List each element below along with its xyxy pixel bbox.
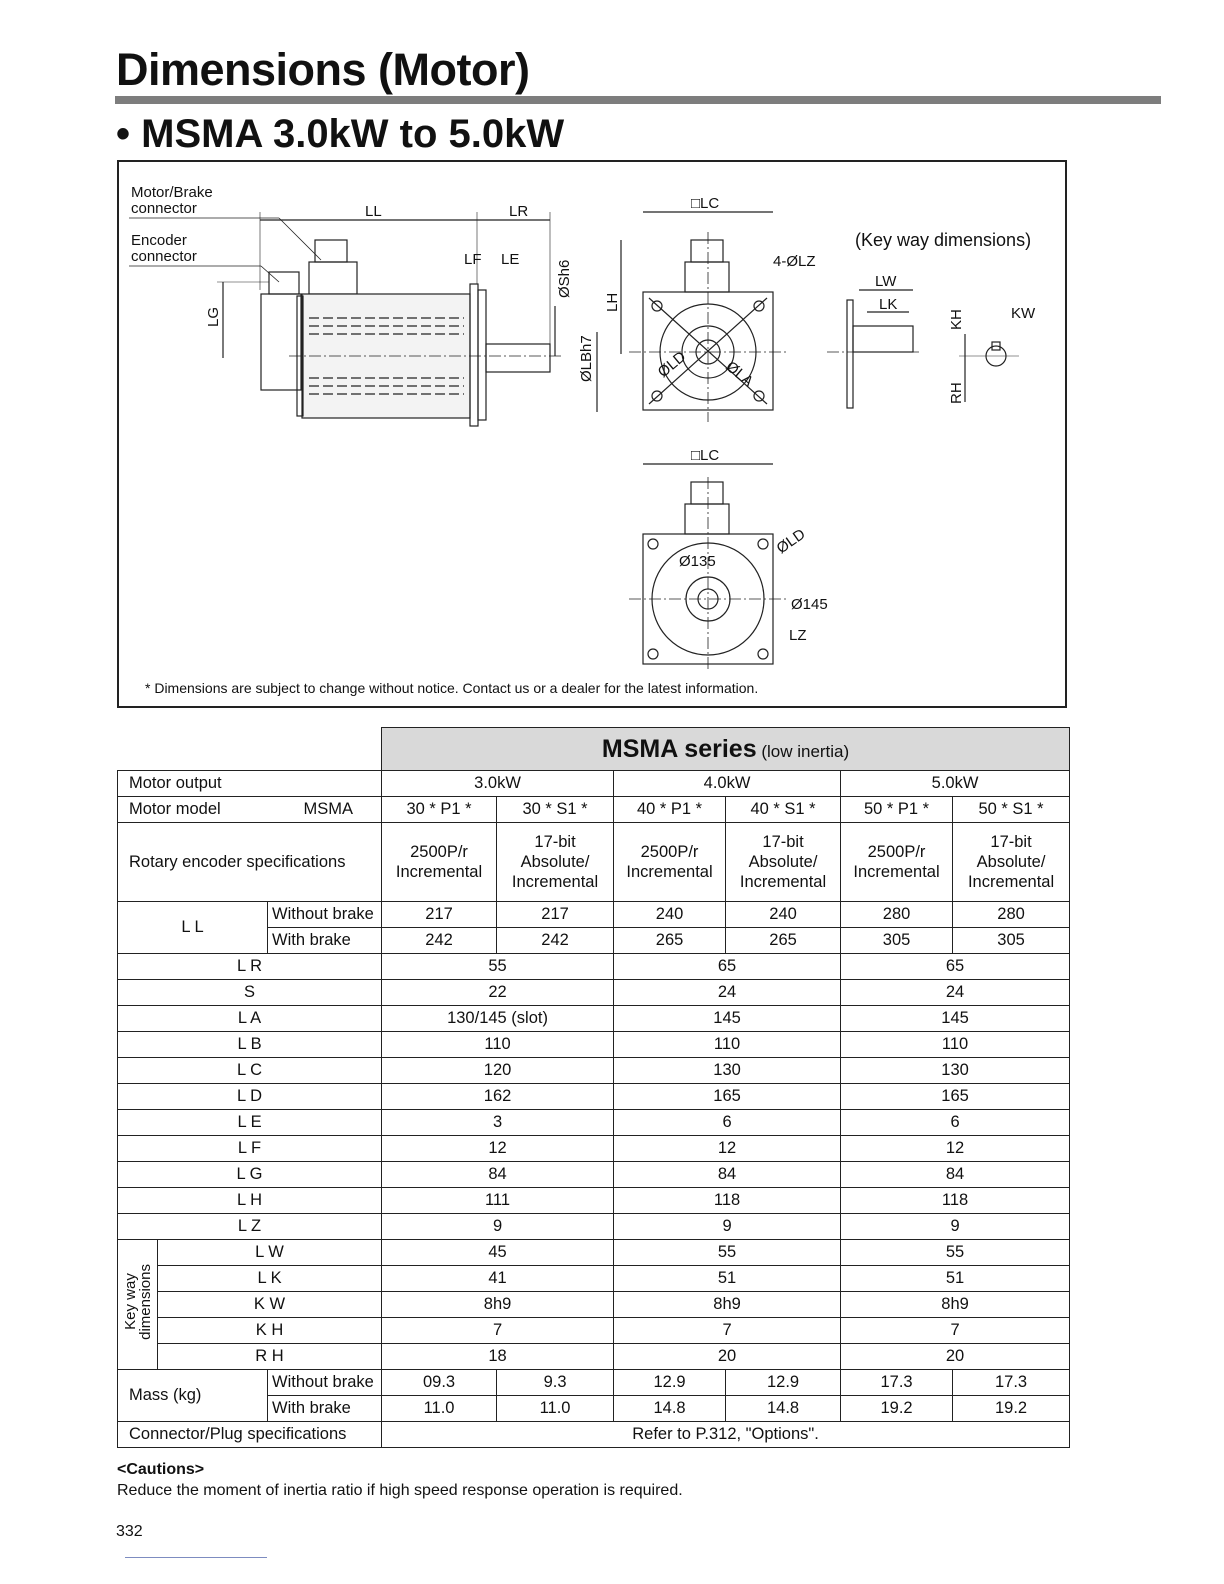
table-row: L E 3 6 6 bbox=[118, 1110, 1070, 1136]
encoder-housing bbox=[261, 294, 301, 390]
svg-text:connector: connector bbox=[131, 248, 197, 265]
label-ld: ØLD bbox=[654, 348, 690, 382]
table-row: Key way dimensions L W 45 55 55 bbox=[118, 1240, 1070, 1266]
label-lf: LF bbox=[464, 251, 482, 268]
label-lr: LR bbox=[509, 203, 529, 220]
label-ll: LL bbox=[365, 203, 382, 220]
label-lk: LK bbox=[879, 296, 898, 313]
footer-line bbox=[125, 1557, 267, 1558]
table-row: Motor model MSMA 30 * P1 * 30 * S1 * 40 * P1 * 40 * S1 * 50 * P1 * 50 * S1 * bbox=[118, 797, 1070, 823]
table-row: L K 41 51 51 bbox=[118, 1266, 1070, 1292]
table-row: With brake 11.0 11.0 14.8 14.8 19.2 19.2 bbox=[118, 1396, 1070, 1422]
table-row: L B 110 110 110 bbox=[118, 1032, 1070, 1058]
label-keyway-title: (Key way dimensions) bbox=[855, 230, 1032, 250]
table-row: L A 130/145 (slot) 145 145 bbox=[118, 1006, 1070, 1032]
label-lc-top: □LC bbox=[691, 195, 720, 212]
table-row: L L Without brake 217 217 240 240 280 280 bbox=[118, 902, 1070, 928]
label-rh: RH bbox=[948, 382, 965, 404]
label-ld-bottom: ØLD bbox=[773, 525, 809, 558]
table-row: With brake 242 242 265 265 305 305 bbox=[118, 928, 1070, 954]
label-lh: LH bbox=[604, 292, 621, 312]
cautions-text: Reduce the moment of inertia ratio if high speed response operation is required. bbox=[117, 1482, 683, 1499]
label-lg: LG bbox=[205, 306, 222, 327]
dimension-note: * Dimensions are subject to change without notice. Contact us or a dealer for the latest information. bbox=[145, 680, 759, 696]
label-lz: LZ bbox=[789, 627, 807, 644]
label-lc-bottom: □LC bbox=[691, 447, 720, 464]
label-kh: KH bbox=[948, 309, 965, 330]
cautions-title: <Cautions> bbox=[117, 1461, 205, 1478]
table-row: Motor output 3.0kW 4.0kW 5.0kW bbox=[118, 771, 1070, 797]
section-subtitle: • MSMA 3.0kW to 5.0kW bbox=[116, 112, 565, 156]
table-row: L G 84 84 84 bbox=[118, 1162, 1070, 1188]
label-d145: Ø145 bbox=[791, 596, 828, 613]
table-row: L H 111 118 118 bbox=[118, 1188, 1070, 1214]
table-row: L R 55 65 65 bbox=[118, 954, 1070, 980]
label-la: ØLA bbox=[722, 358, 757, 391]
spec-table bbox=[117, 727, 1070, 1448]
keyway-flange bbox=[847, 300, 853, 408]
table-row: K W 8h9 8h9 8h9 bbox=[118, 1292, 1070, 1318]
label-lbh7: ØLBh7 bbox=[578, 335, 595, 382]
label-motor-brake-connector: Motor/Brake bbox=[131, 184, 213, 201]
label-sh6: ØSh6 bbox=[556, 259, 573, 298]
title-rule bbox=[115, 96, 1161, 104]
label-lw: LW bbox=[875, 273, 897, 290]
series-header: MSMA series (low inertia) bbox=[382, 728, 1070, 771]
table-row: L Z 9 9 9 bbox=[118, 1214, 1070, 1240]
table-row: L F 12 12 12 bbox=[118, 1136, 1070, 1162]
label-d135: Ø135 bbox=[679, 553, 716, 570]
label-le: LE bbox=[501, 251, 520, 268]
shaft bbox=[486, 344, 550, 372]
table-row: Rotary encoder specifications 2500P/r Incremental 17-bit Absolute/ Incremental 2500P/r Incremental 17-bit Absolute/ Incremental 2500P/r Incremental 17-bit Absolute/ Incremental bbox=[118, 823, 1070, 902]
table-row: L D 162 165 165 bbox=[118, 1084, 1070, 1110]
page-number: 332 bbox=[116, 1523, 143, 1540]
label-kw: KW bbox=[1011, 305, 1036, 322]
dimension-drawing bbox=[117, 160, 1067, 708]
keyway-group-label: Key way dimensions bbox=[118, 1240, 158, 1370]
table-row: L C 120 130 130 bbox=[118, 1058, 1070, 1084]
table-row: Mass (kg) Without brake 09.3 9.3 12.9 12.9 17.3 17.3 bbox=[118, 1370, 1070, 1396]
label-encoder-connector: Encoder bbox=[131, 232, 187, 249]
motor-drawing bbox=[119, 162, 1069, 710]
label-4-lz: 4-ØLZ bbox=[773, 253, 816, 270]
table-row: K H 7 7 7 bbox=[118, 1318, 1070, 1344]
table-row: S 22 24 24 bbox=[118, 980, 1070, 1006]
page-title: Dimensions (Motor) bbox=[116, 44, 530, 95]
table-row: R H 18 20 20 bbox=[118, 1344, 1070, 1370]
table-row: Connector/Plug specifications Refer to P.312, "Options". bbox=[118, 1422, 1070, 1448]
svg-text:connector: connector bbox=[131, 200, 197, 217]
